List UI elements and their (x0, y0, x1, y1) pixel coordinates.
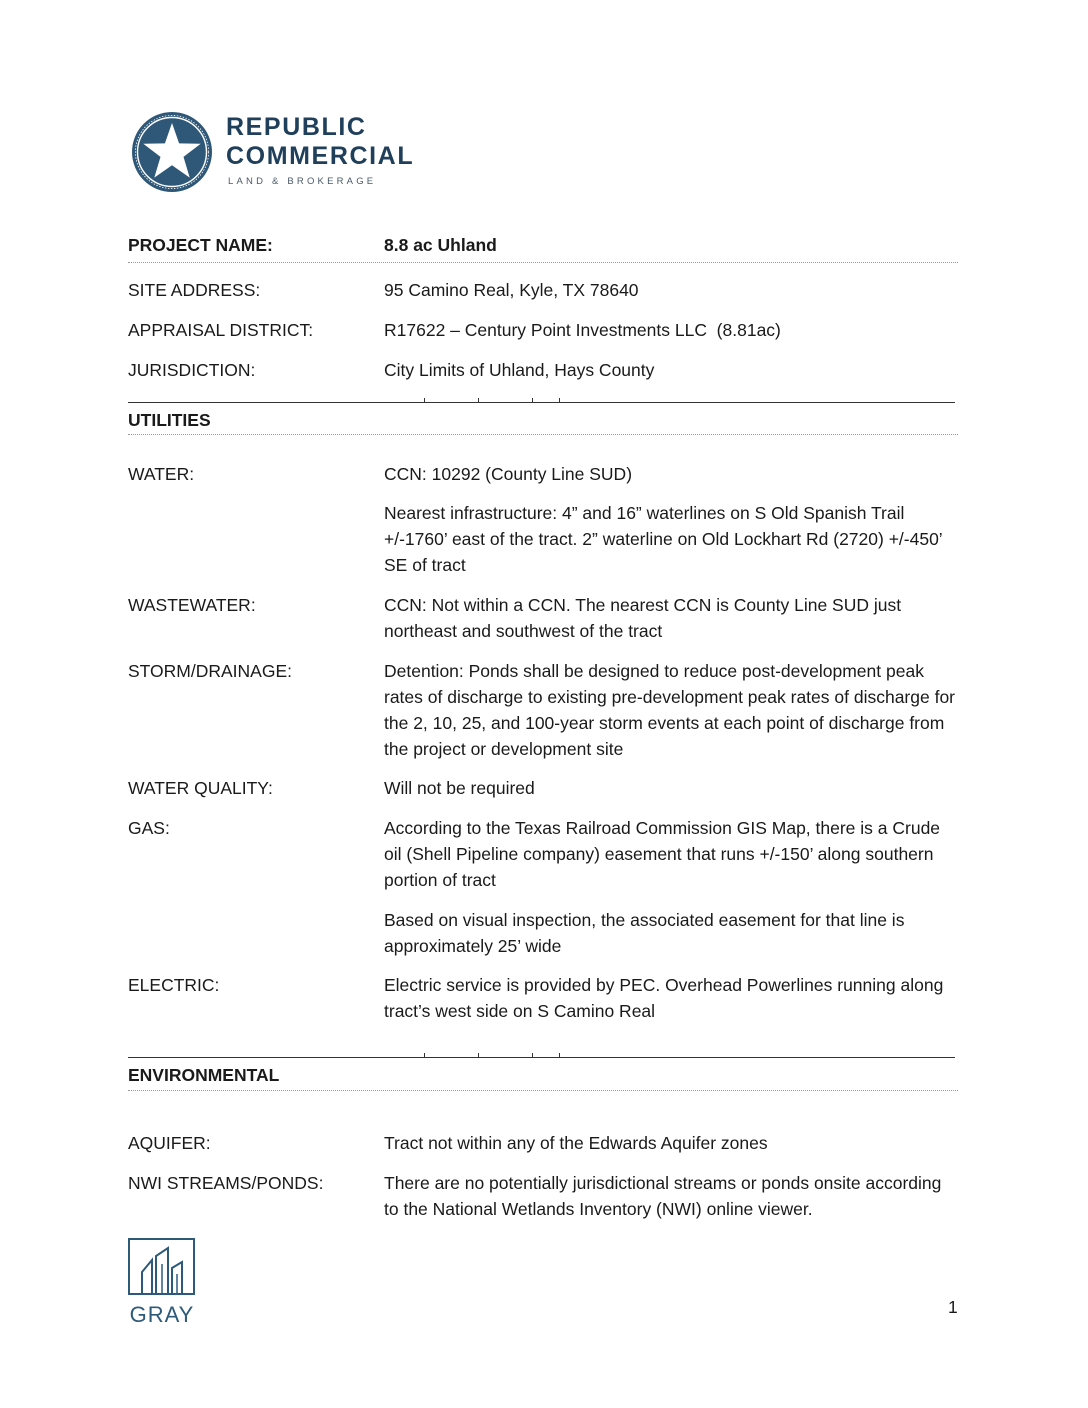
project-name-value: 8.8 ac Uhland (384, 235, 497, 255)
water-quality-label: WATER QUALITY: (128, 778, 273, 798)
nwi-label: NWI STREAMS/PONDS: (128, 1173, 324, 1193)
nwi-value: There are no potentially jurisdictional streams or ponds onsite according to the National Wetlands Inventory (NWI) online viewer. (384, 1173, 942, 1219)
star-seal-icon (130, 110, 214, 194)
environmental-heading: ENVIRONMENTAL (128, 1065, 280, 1085)
gas-pipeline-note: According to the Texas Railroad Commission GIS Map, there is a Crude oil (Shell Pipeline company) easement that runs +/-150’ along southern portion of tract (384, 818, 941, 890)
page-number: 1 (948, 1297, 958, 1317)
divider (128, 262, 958, 263)
rule-tick (532, 1053, 533, 1057)
rule-tick (424, 1053, 425, 1057)
rule-tick (559, 1053, 560, 1057)
water-label: WATER: (128, 464, 195, 484)
storm-drainage-value: Detention: Ponds shall be designed to reduce post-development peak rates of discharge to existing pre-development peak rates of discharge for the 2, 10, 25, and 100-year storm events at each point of discharge from the project or development site (384, 661, 956, 759)
rule-tick (424, 398, 425, 402)
gas-label: GAS: (128, 818, 170, 838)
appraisal-district-label: APPRAISAL DISTRICT: (128, 320, 314, 340)
jurisdiction-label: JURISDICTION: (128, 360, 256, 380)
gas-easement-note: Based on visual inspection, the associated easement for that line is approximately 25’ wide (384, 910, 905, 956)
wastewater-label: WASTEWATER: (128, 595, 256, 615)
buildings-icon (128, 1238, 196, 1298)
section-rule (128, 1057, 955, 1058)
rule-tick (478, 1053, 479, 1057)
rule-tick (532, 398, 533, 402)
aquifer-value: Tract not within any of the Edwards Aquifer zones (384, 1133, 768, 1153)
water-quality-value: Will not be required (384, 778, 535, 798)
gray-logo (128, 1238, 196, 1328)
electric-label: ELECTRIC: (128, 975, 220, 995)
water-ccn: CCN: 10292 (County Line SUD) (384, 464, 633, 484)
water-infrastructure: Nearest infrastructure: 4” and 16” waterlines on S Old Spanish Trail +/-1760’ east of the tract. 2” waterline on Old Lockhart Rd (2720) +/-450’ SE of tract (384, 503, 943, 575)
electric-value: Electric service is provided by PEC. Overhead Powerlines running along tract’s west side on S Camino Real (384, 975, 944, 1021)
divider (128, 434, 958, 435)
rule-tick (478, 398, 479, 402)
appraisal-district-value: R17622 – Century Point Investments LLC (8.81ac) (384, 320, 781, 340)
project-name-label: PROJECT NAME: (128, 235, 273, 255)
site-address-label: SITE ADDRESS: (128, 280, 261, 300)
jurisdiction-value: City Limits of Uhland, Hays County (384, 360, 655, 380)
brand-name-line2: COMMERCIAL (226, 142, 415, 170)
site-address-value: 95 Camino Real, Kyle, TX 78640 (384, 280, 639, 300)
utilities-heading: UTILITIES (128, 410, 211, 430)
brand-name-line1: REPUBLIC (226, 113, 367, 141)
brand-tagline: LAND & BROKERAGE (228, 176, 377, 187)
rule-tick (559, 398, 560, 402)
republic-commercial-logo (130, 110, 470, 195)
gray-wordmark: GRAY (129, 1302, 195, 1327)
divider (128, 1090, 958, 1091)
section-rule (128, 402, 955, 403)
storm-drainage-label: STORM/DRAINAGE: (128, 661, 293, 681)
aquifer-label: AQUIFER: (128, 1133, 211, 1153)
wastewater-value: CCN: Not within a CCN. The nearest CCN is County Line SUD just northeast and southwest of the tract (384, 595, 902, 641)
